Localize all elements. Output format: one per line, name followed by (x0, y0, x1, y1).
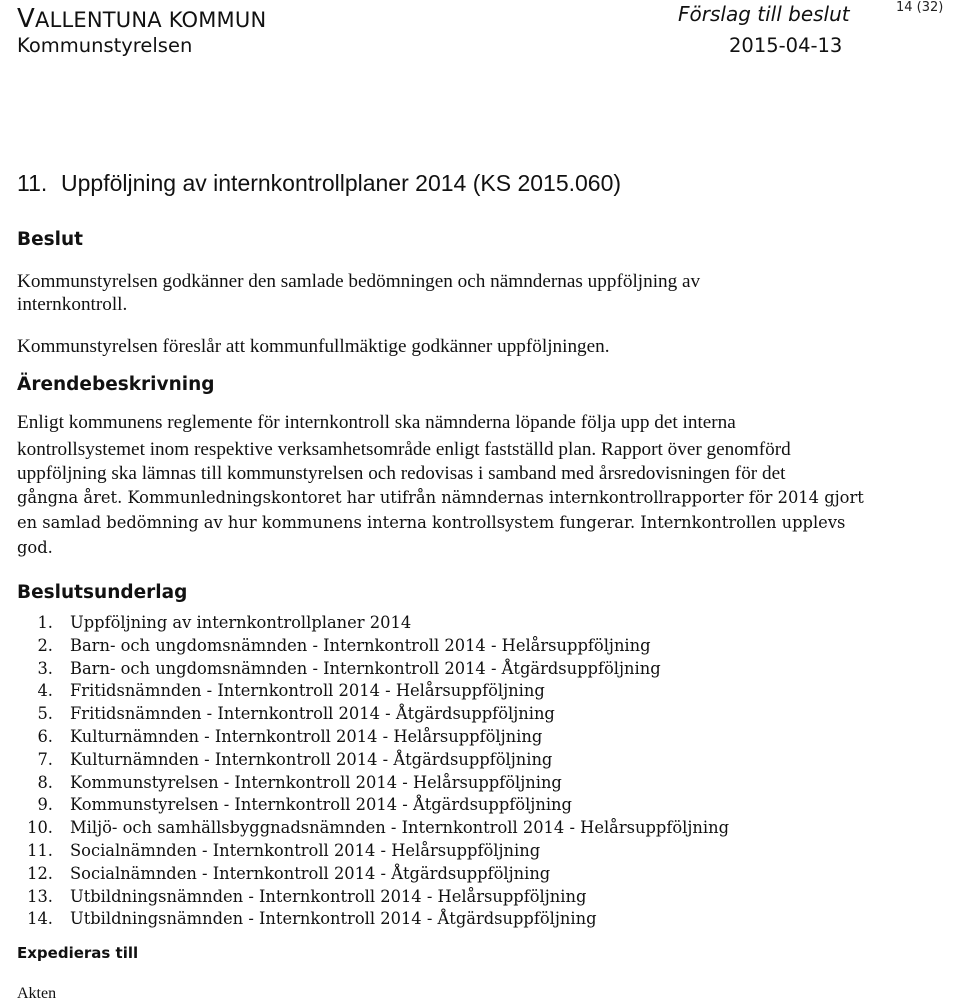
underlag-list (17, 612, 729, 931)
arende-line: uppföljning ska lämnas till kommunstyrelsen och redovisas i samband med årsredovisningen för det (17, 463, 786, 484)
beslut-line: Kommunstyrelsen föreslår att kommunfullmäktige godkänner uppföljningen. (17, 336, 610, 357)
underlag-item-text: Fritidsnämnden - Internkontroll 2014 - Helårsuppföljning (70, 681, 545, 701)
department-name: Kommunstyrelsen (17, 34, 193, 57)
underlag-item (17, 703, 729, 726)
arende-line: Enligt kommunens reglemente för internkontroll ska nämnderna löpande följa upp det interna (17, 412, 736, 433)
organization-name: VALLENTUNA KOMMUN (17, 4, 267, 34)
page-number: 14 (32) (896, 0, 944, 15)
underlag-item-text: Socialnämnden - Internkontroll 2014 - Helårsuppföljning (70, 840, 541, 860)
underlag-item (17, 726, 729, 749)
item-title-text: Uppföljning av internkontrollplaner 2014 (KS 2015.060) (61, 170, 622, 196)
arende-line: god. (17, 538, 53, 557)
underlag-item (17, 863, 729, 886)
item-title (17, 170, 621, 197)
beslut-heading: Beslut (17, 229, 84, 250)
recipient: Akten (17, 985, 57, 1002)
arende-line: en samlad bedömning av hur kommunens interna kontrollsystem fungerar. Internkontrollen upplevs (17, 513, 846, 532)
underlag-item-text: Uppföljning av internkontrollplaner 2014 (70, 613, 412, 632)
underlag-heading: Beslutsunderlag (17, 582, 188, 603)
underlag-item-text: Utbildningsnämnden - Internkontroll 2014 - Åtgärdsuppföljning (70, 909, 597, 929)
underlag-item (17, 658, 729, 681)
underlag-item-number: 5. (37, 704, 53, 724)
beslut-line: internkontroll. (17, 294, 128, 315)
underlag-item-text: Kulturnämnden - Internkontroll 2014 - Helårsuppföljning (70, 726, 543, 746)
underlag-item-text: Utbildningsnämnden - Internkontroll 2014 - Helårsuppföljning (70, 886, 587, 906)
underlag-item-text: Socialnämnden - Internkontroll 2014 - Åtgärdsuppföljning (70, 863, 551, 883)
underlag-item-text: Kommunstyrelsen - Internkontroll 2014 - Åtgärdsuppföljning (70, 795, 572, 815)
underlag-item-number: 6. (37, 726, 53, 746)
document-status: Förslag till beslut (678, 2, 850, 26)
underlag-item-number: 9. (37, 795, 53, 815)
underlag-item-number: 8. (37, 772, 53, 792)
underlag-item (17, 612, 729, 635)
underlag-item-number: 3. (37, 658, 53, 678)
underlag-item (17, 635, 729, 658)
underlag-item-number: 4. (37, 681, 53, 701)
underlag-item-text: Barn- och ungdomsnämnden - Internkontroll 2014 - Helårsuppföljning (70, 635, 651, 655)
arende-line: kontrollsystemet inom respektive verksamhetsområde enligt fastställd plan. Rapport över genomförd (17, 439, 791, 460)
underlag-item (17, 772, 729, 795)
underlag-item (17, 817, 729, 840)
underlag-item (17, 794, 729, 817)
expedieras-heading: Expedieras till (17, 944, 139, 962)
underlag-item-text: Fritidsnämnden - Internkontroll 2014 - Åtgärdsuppföljning (70, 704, 555, 724)
item-number: 11. (17, 170, 48, 196)
underlag-item-number: 12. (27, 863, 53, 883)
underlag-item-number: 10. (27, 818, 53, 838)
document-date: 2015-04-13 (729, 34, 843, 57)
arende-heading: Ärendebeskrivning (17, 374, 215, 395)
underlag-item (17, 908, 729, 931)
arende-line: gångna året. Kommunledningskontoret har utifrån nämndernas internkontrollrapporter för 2014 gjort (17, 488, 864, 507)
underlag-item-number: 13. (27, 886, 53, 906)
underlag-item-number: 14. (27, 909, 53, 929)
underlag-item (17, 840, 729, 863)
underlag-item (17, 749, 729, 772)
underlag-item-number: 1. (37, 613, 53, 632)
underlag-item-number: 2. (37, 635, 53, 655)
beslut-line: Kommunstyrelsen godkänner den samlade bedömningen och nämndernas uppföljning av (17, 271, 701, 292)
underlag-item-number: 7. (37, 749, 53, 769)
underlag-item (17, 680, 729, 703)
underlag-item-text: Kulturnämnden - Internkontroll 2014 - Åtgärdsuppföljning (70, 749, 553, 769)
underlag-item (17, 886, 729, 909)
underlag-item-text: Kommunstyrelsen - Internkontroll 2014 - Helårsuppföljning (70, 772, 562, 792)
underlag-item-text: Miljö- och samhällsbyggnadsnämnden - Internkontroll 2014 - Helårsuppföljning (70, 818, 730, 838)
underlag-item-number: 11. (27, 840, 53, 860)
underlag-item-text: Barn- och ungdomsnämnden - Internkontroll 2014 - Åtgärdsuppföljning (70, 658, 661, 678)
